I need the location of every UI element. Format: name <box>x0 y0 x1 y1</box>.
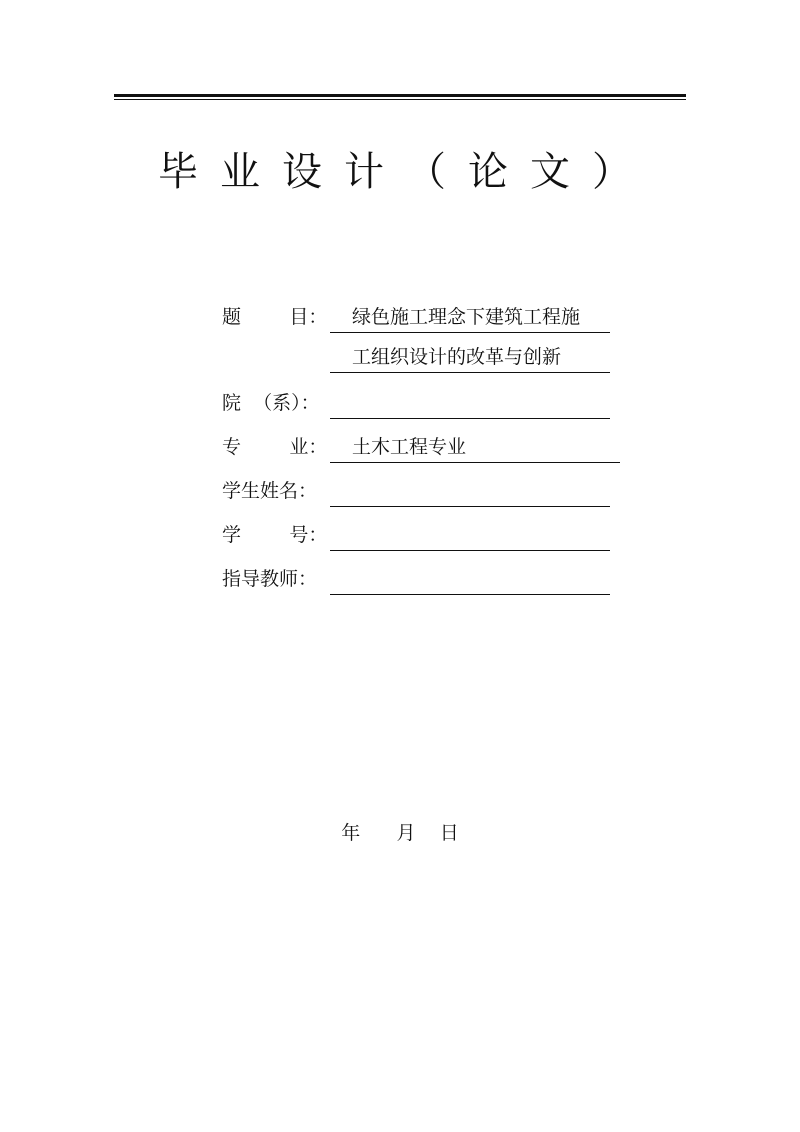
date-month-label: 月 <box>396 822 416 844</box>
date-day-label: 日 <box>439 822 459 844</box>
field-topic-line-1 <box>330 302 610 333</box>
field-topic-value-1: 绿色施工理念下建筑工程施 <box>352 306 581 328</box>
field-topic-value-2: 工组织设计的改革与创新 <box>352 346 562 368</box>
field-major-value: 土木工程专业 <box>352 436 467 458</box>
field-advisor-value <box>330 568 352 590</box>
field-topic-line-2 <box>330 342 610 373</box>
field-major-line <box>330 432 620 463</box>
date-year-label: 年 <box>341 822 361 844</box>
field-major-label: 专 业： <box>222 436 328 458</box>
field-student-id-label: 学 号： <box>222 524 328 546</box>
document-title: 毕业设计（论文） <box>158 149 654 195</box>
field-department-value <box>330 392 352 414</box>
field-student-name-value <box>330 480 352 502</box>
field-topic-label: 题 目： <box>222 306 328 328</box>
field-advisor-line <box>330 564 610 595</box>
field-student-name-line <box>330 476 610 507</box>
field-student-id-line <box>330 520 610 551</box>
field-student-id-value <box>330 524 352 546</box>
field-department-label: 院 （系）： <box>222 392 320 414</box>
field-advisor-label: 指导教师： <box>222 568 318 590</box>
field-student-name-label: 学生姓名： <box>222 480 318 502</box>
header-rule-thin <box>114 99 686 100</box>
submission-date <box>0 818 800 848</box>
field-department-line <box>330 388 610 419</box>
header-rule-thick <box>114 94 686 97</box>
